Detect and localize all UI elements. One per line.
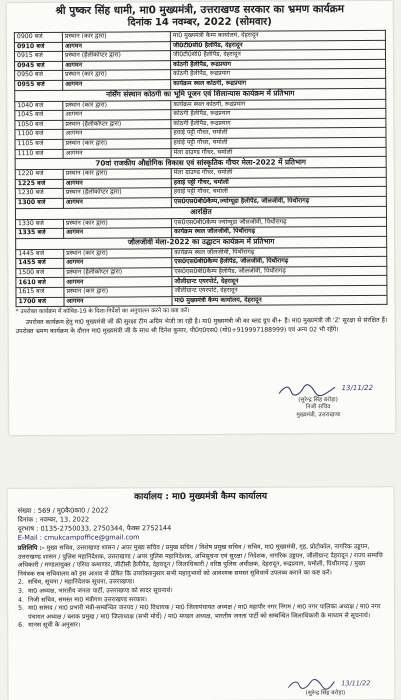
signatory-org: मुख्यमंत्री, उत्तराखण्ड bbox=[296, 411, 341, 419]
security-note: उपरोक्त कार्यक्रम हेतु मा0 मुख्यमंत्री जी की सुरक्षा टीम अग्रिम भेजी जा रही है। मा0 मुख्यमंत्री जी का ब्लड ग्रुप बी+ है। मा0 मुख्यमंत्री जी 'Z' सुरक्षा से संरक्षित हैं। उपरोक्त भ्रमण कार्यक्रम के दौरान मा0 मुख्यमंत्री जी के साथ श्री दिनेश कुमार, पी0ए0एस0 (मो0+919997188999) एवं अन्य 02 भी रहेंगे। bbox=[15, 316, 388, 335]
time-cell: 0950 बजे bbox=[15, 71, 63, 81]
time-cell: 1335 बजे bbox=[16, 228, 64, 238]
place-cell: हवाई पट्टी गौचर, चमोली bbox=[171, 177, 386, 188]
signatory-name: (सुरेन्द्र सिंह बरोड़ा) bbox=[298, 397, 338, 404]
place-cell: एस0एस0बी0कैम्प,ज्योग्यूडा हैलीपैड, जौलजीवी, पिथौरागढ़ bbox=[171, 196, 386, 207]
activity-cell: आगमन bbox=[64, 277, 172, 287]
place-cell: हवाई पट्टी गौचर, चमोली bbox=[171, 128, 386, 139]
signature-date: 13/11/22 bbox=[341, 383, 374, 393]
activity-cell: आगमन bbox=[63, 80, 171, 90]
place-cell: कार्यक्रम स्थल कोठगी, रूद्रप्रयाग bbox=[171, 78, 386, 89]
activity-cell: प्रस्थान (हैलीकॉप्टर द्वारा) bbox=[62, 51, 170, 61]
signature-scribble-icon bbox=[286, 678, 336, 690]
list-item-text: मा0 अध्यक्ष, भारतीय जनता पार्टी, उत्तराखण्ड को सादर सूचनार्थ। bbox=[27, 587, 173, 595]
list-item-text: मानस सूची के अनुसार। bbox=[28, 621, 81, 630]
place-cell: मेला ग्राउण्ड गौचर, चमोली bbox=[171, 147, 386, 158]
list-item-number: 5. bbox=[18, 604, 24, 612]
signatory-name-2: (सुरेन्द्र सिंह बरोड़ा) bbox=[305, 689, 346, 697]
time-cell: 0955 बजे bbox=[15, 80, 63, 90]
place-cell: एस0एस0बी0कैम्प ज्योग्यूडा जौलजीवी, पिथौरागढ़ bbox=[172, 217, 387, 228]
activity-cell: प्रस्थान (हैलीकॉप्टर द्वारा) bbox=[64, 268, 172, 278]
activity-cell: आगमन bbox=[64, 296, 172, 306]
time-cell: 1700 बजे bbox=[16, 297, 64, 307]
activity-cell: आगमन bbox=[63, 60, 171, 70]
time-cell: 1455 बजे bbox=[16, 259, 64, 269]
signature-block-2 bbox=[280, 678, 370, 698]
activity-cell: प्रस्थान (कार द्वारा) bbox=[64, 248, 172, 258]
activity-cell: आगमन bbox=[63, 110, 171, 120]
time-cell: 1040 बजे bbox=[15, 101, 63, 111]
letter-date: दिनांक : नवम्बर, 13, 2022 bbox=[17, 515, 90, 524]
covid-note: * उपरोक्त कार्यक्रम में कोविड-19 के दिशा-निर्देशों का अनुपालन करने का कष्ट करें। bbox=[15, 308, 190, 316]
activity-cell: प्रस्थान (कार द्वारा) bbox=[64, 287, 172, 297]
time-cell: 1225 बजे bbox=[15, 179, 63, 189]
itinerary-title: श्री पुष्कर सिंह धामी, मा0 मुख्यमंत्री, उत्तराखण्ड सरकार का भ्रमण कार्यक्रम bbox=[55, 3, 345, 17]
itinerary-sheet bbox=[7, 1, 396, 435]
signature-mark bbox=[263, 383, 373, 398]
list-item-number: 6. bbox=[18, 622, 25, 630]
time-cell: 1105 बजे bbox=[15, 139, 63, 149]
time-cell: 1300 बजे bbox=[15, 198, 63, 208]
time-cell: 1615 बजे bbox=[16, 287, 64, 297]
activity-cell: आगमन bbox=[64, 258, 172, 268]
activity-cell: प्रस्थान (कार द्वारा) bbox=[63, 169, 171, 179]
place-cell: कोठगी हैलीपैड, रूद्रप्रयाग bbox=[171, 69, 386, 80]
list-item-number: 2. bbox=[17, 579, 24, 587]
copy-to-text: मुख्य सचिव, उत्तराखण्ड शासन / अपर मुख्य सचिव / प्रमुख सचिव / विशेष प्रमुख सचिव / सचिव, मा0 मुख्यमंत्री, गृह, प्रोटोकॉल, नागरिक उड्डयन, उत्तराखण्ड शासन / पुलिस महानिदेशक, उत्तराखण्ड / अपर पुलिस महानिदेशक, अभिसूचना एवं सुरक्षा / निदेशक, नागरिक उड्डयन, जौलीग्रान्ट देहरादून / राज्य सम्पत्ति अधिकारी / मण्डलायुक्त / एरिया कमाण्डर, जीटीसी हैलीपैड, देहरादून / जिलाधिकारी / वरिष्ठ पुलिस अधीक्षक, देहरादून, रूद्रप्रयाग, चमोली, पिथौरागढ़ / मुख्य नियंत्रक सब सचिवालय को इस आशय से प्रेषित कि उपरोक्तानुसार सभी महानुभावों को आवश्यक समस्त सुविधायें उपलब्ध कराने का कष्ट करें। bbox=[17, 543, 383, 578]
activity-cell: प्रस्थान (कार द्वारा) bbox=[63, 70, 171, 80]
place-cell: मा0 मुख्यमंत्री कैम्प कार्यालय, देहरादून bbox=[172, 295, 387, 306]
copy-to-list bbox=[18, 543, 384, 631]
activity-cell: प्रस्थान (हैलीकॉप्टर द्वारा) bbox=[63, 119, 171, 129]
time-cell: 0945 बजे bbox=[15, 61, 63, 71]
time-cell: 0915 बजे bbox=[14, 52, 62, 62]
list-item-number: 3. bbox=[17, 587, 24, 595]
itinerary-date: दिनांक 14 नवम्बर, 2022 (सोमवार) bbox=[127, 16, 272, 29]
time-cell: 0910 बजे bbox=[14, 42, 62, 52]
activity-cell: प्रस्थान (कार द्वारा) bbox=[64, 218, 172, 228]
time-cell: 1330 बजे bbox=[16, 219, 64, 229]
activity-cell: प्रस्थान (कार द्वारा) bbox=[63, 100, 171, 110]
time-cell: 1610 बजे bbox=[16, 278, 64, 288]
place-cell: कोठगी हैलीपैड, रूद्रप्रयाग bbox=[171, 109, 386, 120]
place-cell: हवाई पट्टी गौचर, चमोली bbox=[171, 187, 386, 198]
list-item bbox=[18, 603, 384, 622]
activity-cell: आगमन bbox=[62, 41, 170, 51]
handwritten-signature bbox=[277, 383, 337, 400]
signature-block bbox=[263, 383, 373, 420]
place-cell: जौलीग्रान्ट एयरपोर्ट, देहरादून bbox=[172, 276, 387, 287]
list-item-number: 4. bbox=[18, 596, 24, 604]
list-item-text: निजी सचिव, समस्त मा0 मंत्रीगण उत्तराखण्ड सरकार। bbox=[28, 595, 147, 604]
signatory-role: निजी सचिव bbox=[305, 404, 331, 411]
activity-cell: प्रस्थान (हैलीकॉप्टर द्वारा) bbox=[63, 188, 171, 198]
place-cell: मा0 मुख्यमंत्री कैम्प कार्यालय, देहरादून bbox=[170, 30, 385, 41]
section-heading: 70वां राजकीय औद्योगिक विकास एवं सांस्कृतिक गौचर मेला-2022 में प्रतिभाग bbox=[15, 156, 386, 169]
time-cell: 1220 बजे bbox=[15, 169, 63, 179]
time-cell: 0900 बजे bbox=[14, 32, 62, 42]
copy-to-label: प्रतिलिपि :- bbox=[17, 544, 45, 552]
signature-date-2: 13/11/22 bbox=[341, 678, 371, 687]
time-cell: 1500 बजे bbox=[16, 268, 64, 278]
copy-to-items bbox=[18, 578, 384, 631]
list-item-text: सचिव, सूचना / महानिदेशक सूचना, उत्तराखण्ड। bbox=[27, 578, 135, 587]
activity-cell: आगमन bbox=[63, 178, 171, 188]
place-cell: कार्यक्रम स्थल जौलजीवी, पिथौरागढ़ bbox=[172, 247, 387, 258]
time-cell: 1445 बजे bbox=[16, 249, 64, 259]
office-email[interactable]: E-Mail : cmukcampoffice@gmail.com bbox=[17, 533, 140, 542]
time-cell: 1110 बजे bbox=[15, 149, 63, 159]
place-cell: कोठगी हैलीपैड, रूद्रप्रयाग bbox=[171, 59, 386, 70]
time-cell: 1230 बजे bbox=[15, 189, 63, 199]
place-cell: जी0टी0सी0 हैलीपैड, देहरादून bbox=[170, 40, 385, 51]
place-cell: एस0एस0बी0कैम्प हैलीपैड, जौलजीवी, पिथौरागढ़ bbox=[172, 257, 387, 268]
section-heading: आरक्षित bbox=[15, 206, 386, 219]
place-cell: जौलीग्रान्ट एयरपोर्ट, देहरादून bbox=[172, 285, 387, 296]
signature-mark-2 bbox=[280, 678, 370, 690]
distribution-sheet bbox=[8, 487, 395, 700]
place-cell: कार्यक्रम स्थल जौलजीवी, पिथौरागढ़ bbox=[172, 226, 387, 237]
place-cell: कोठगी हैलीपैड, रूद्रप्रयाग bbox=[171, 118, 386, 129]
section-heading: जौलजीवी मेला-2022 का उद्घाटन कार्यक्रम में प्रतिभाग bbox=[16, 236, 387, 249]
time-cell: 1050 बजे bbox=[15, 120, 63, 130]
office-phone: दूरभाष : 0135-2750033, 2750344, फैक्स 2752144 bbox=[17, 524, 172, 533]
place-cell: कार्यक्रम स्थल कोठगी, रूद्रप्रयाग bbox=[171, 99, 386, 110]
list-item-text: मा0 सांसद / मा0 प्रभारी मंत्री-सम्बन्धित जनपद / मा0 विधायक / मा0 जिलापंचायत अध्यक्ष / मा0 महापौर नगर निगम / मा0 नगर पालिका अध्यक्ष / मा0 नगर पंचायत अध्यक्ष / ब्लाक प्रमुख / मा0 जिलाध्यक्ष (सभी मोर्चे) / मा0 मण्डल अध्यक्ष, भारतीय जनता पार्टी को सम्बन्धित जिलाधिकारी के माध्यम से सूचनार्थ। bbox=[28, 603, 381, 621]
signature-scribble-icon bbox=[277, 383, 337, 397]
table-row bbox=[16, 295, 387, 307]
list-item bbox=[18, 621, 384, 631]
time-cell: 1100 बजे bbox=[15, 130, 63, 140]
letter-number: संख्या : 569 / मु0कै0का0 / 2022 bbox=[17, 506, 109, 515]
activity-cell: आगमन bbox=[63, 129, 171, 139]
activity-cell: प्रस्थान (कार द्वारा) bbox=[62, 32, 170, 42]
copy-to-paragraph bbox=[18, 543, 384, 579]
activity-cell: आगमन bbox=[64, 228, 172, 238]
activity-cell: आगमन bbox=[63, 148, 171, 158]
itinerary-table bbox=[14, 30, 388, 308]
section-heading: नर्सिंग संस्थान कोठगी का भूमि पूजन एवं शिलान्यास कार्यक्रम में प्रतिभाग bbox=[15, 88, 386, 101]
place-cell: जी0टी0सी0 हैलीपैड, देहरादून bbox=[170, 50, 385, 61]
itinerary-table-body bbox=[14, 30, 387, 307]
time-cell: 1045 बजे bbox=[15, 110, 63, 120]
place-cell: हवाई पट्टी गौचर, चमोली bbox=[171, 137, 386, 148]
place-cell: मेला ग्राउण्ड गौचर, चमोली bbox=[171, 167, 386, 178]
activity-cell: प्रस्थान (कार द्वारा) bbox=[63, 139, 171, 149]
activity-cell: आगमन bbox=[63, 198, 171, 208]
office-heading: कार्यालय : मा0 मुख्यमंत्री कैम्प कार्यालय bbox=[134, 491, 268, 503]
place-cell: एस0एस0बी0कैम्प हैलीपैड, जौलजीवी, पिथौरागढ़ bbox=[172, 266, 387, 277]
